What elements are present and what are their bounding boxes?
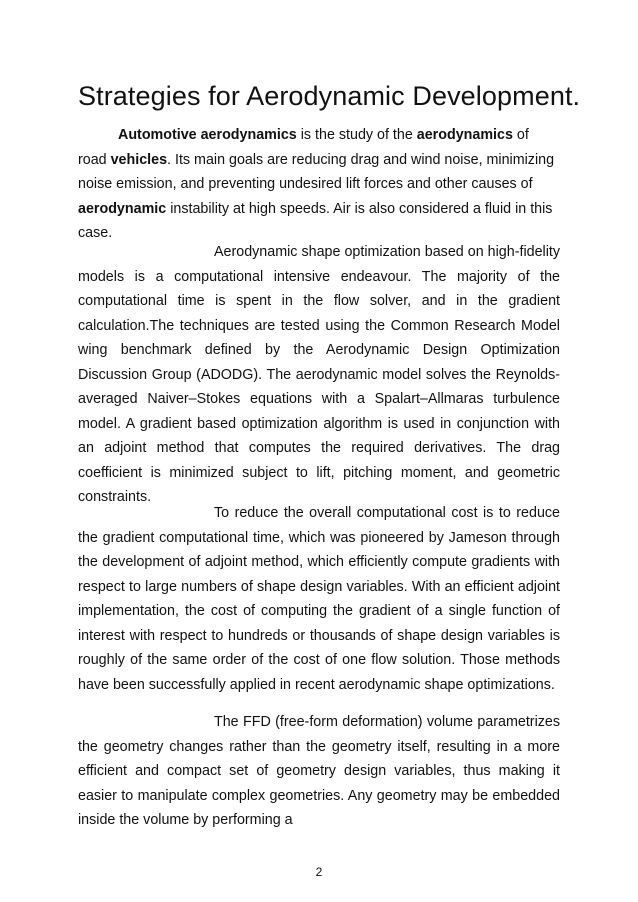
term-vehicles: vehicles (110, 151, 168, 168)
intro-text-1: is the study of the (296, 127, 417, 143)
intro-text-4: instability at high speeds. Air is also considered a fluid in this case. (78, 200, 553, 241)
ffd-paragraph: The FFD (free-form deformation) volume parametrizes the geometry changes rather than the geometry itself, resulting in a more efficient and compact set of geometry design variables, thus making it easier to manipulate complex geometries. Any geometry may be embedded inside the volume by performing a (78, 714, 560, 828)
page-number: 2 (315, 865, 323, 879)
term-aerodynamics: aerodynamics (416, 127, 513, 143)
term-aerodynamic: aerodynamic (78, 200, 167, 217)
shape-optimization-paragraph: Aerodynamic shape optimization based on high-fidelity models is a computational intensive endeavour. The majority of the computational time is spent in the flow solver, and in the gradient calculation.The techniques are tested using the Common Research Model wing benchmark defined by the Aerodynamic Design Optimization Discussion Group (ADODG). The aerodynamic model solves the Reynolds-averaged Naiver–Stokes equations with a Spalart–Allmaras turbulence model. A gradient based optimization algorithm is used in conjunction with an adjoint method that computes the required derivatives. The drag coefficient is minimized subject to lift, pitching moment, and geometric constraints. (78, 244, 560, 505)
page-title: Strategies for Aerodynamic Development. (78, 81, 581, 111)
intro-paragraph (78, 123, 560, 246)
intro-text-2: of road (78, 127, 529, 168)
intro-text-3: . Its main goals are reducing drag and wind noise, minimizing noise emission, and preventing undesired lift forces and other causes of (78, 151, 555, 192)
term-automotive-aerodynamics: Automotive aerodynamics (118, 127, 297, 143)
adjoint-method-paragraph: To reduce the overall computational cost is to reduce the gradient computational time, which was pioneered by Jameson through the development of adjoint method, which efficiently compute gradients with respect to large numbers of shape design variables. With an efficient adjoint implementation, the cost of computing the gradient of a single function of interest with respect to hundreds or thousands of shape design variables is roughly of the same order of the cost of one flow solution. Those methods have been successfully applied in recent aerodynamic shape optimizations. (78, 505, 560, 693)
